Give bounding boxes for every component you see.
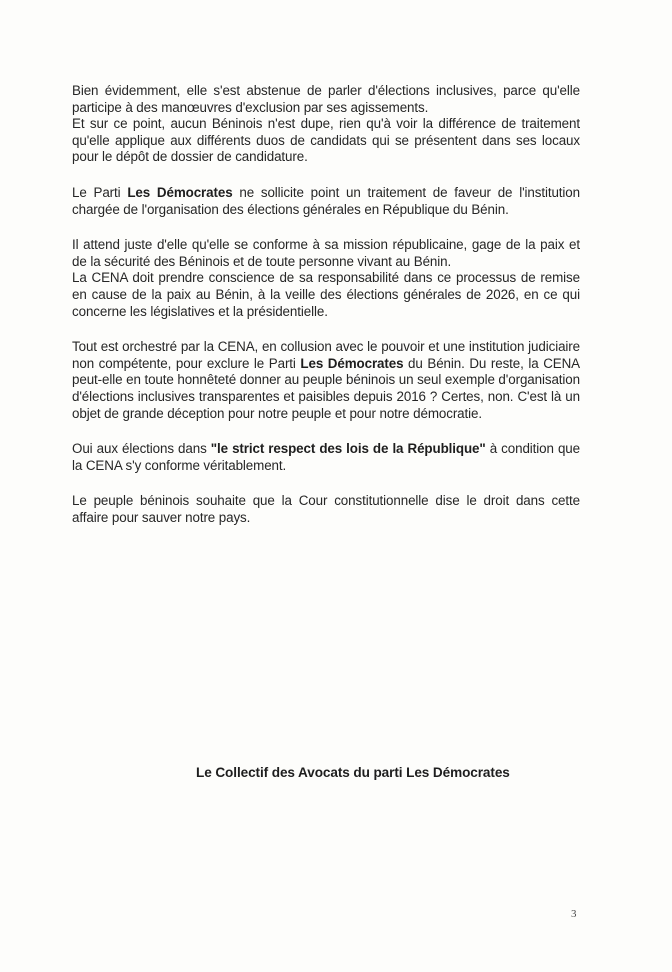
text-segment: à condition que la CENA s'y conforme véritablement. — [72, 441, 581, 473]
text-segment: Et sur ce point, aucun Béninois n'est dupe, rien qu'à voir la différence de traitement qu'elle applique aux différents duos de candidats qui se présentent dans ses locaux pour le dépôt de dossier de candidature. — [72, 116, 580, 165]
text-segment: Bien évidemment, elle s'est abstenue de parler d'élections inclusives, parce qu'elle participe à des manœuvres d'exclusion par ses agissements. — [72, 83, 580, 115]
text-block — [72, 493, 580, 526]
text-segment: ne sollicite point un traitement de faveur de l'institution chargée de l'organisation des élections générales en République du Bénin. — [72, 184, 580, 217]
text-block — [72, 83, 580, 116]
text-segment: Le Parti — [72, 184, 128, 200]
signature: Le Collectif des Avocats du parti Les Démocrates — [196, 765, 510, 780]
paragraph — [72, 185, 580, 218]
text-segment: Oui aux élections dans — [72, 441, 211, 457]
text-block — [72, 116, 580, 166]
text-segment: La CENA doit prendre conscience de sa responsabilité dans ce processus de remise en cause de la paix au Bénin, à la veille des élections générales de 2026, en ce qui concerne les législatives et la présidentielle. — [72, 270, 580, 319]
text-block — [72, 339, 580, 422]
text-segment: Le peuple béninois souhaite que la Cour constitutionnelle dise le droit dans cette affaire pour sauver notre pays. — [72, 493, 580, 525]
paragraph — [72, 237, 580, 320]
text-segment: Il attend juste d'elle qu'elle se conforme à sa mission républicaine, gage de la paix et de la sécurité des Béninois et de toute personne vivant au Bénin. — [72, 237, 580, 269]
text-segment: Tout est orchestré par la CENA, en collusion avec le pouvoir et une institution judiciaire non compétente, pour exclure le Parti — [72, 339, 580, 371]
page-number: 3 — [571, 908, 577, 920]
text-block — [72, 185, 580, 218]
bold-text: "le strict respect des lois de la République" — [210, 441, 486, 457]
bold-text: Les Démocrates — [127, 184, 233, 200]
text-block — [72, 270, 580, 320]
bold-text: Les Démocrates — [300, 355, 404, 371]
paragraph — [72, 493, 580, 526]
text-block — [72, 441, 580, 474]
text-block — [72, 237, 580, 270]
paragraph — [72, 339, 580, 422]
text-segment: du Bénin. Du reste, la CENA peut-elle en toute honnêteté donner au peuple béninois un seul exemple d'organisation d'élections inclusives transparentes et paisibles depuis 2016 ? Certes, non. C'est là un objet de grande déception pour notre peuple et pour notre démocratie. — [72, 355, 580, 421]
paragraph — [72, 83, 580, 166]
letter-body — [72, 83, 580, 545]
paragraph — [72, 441, 580, 474]
